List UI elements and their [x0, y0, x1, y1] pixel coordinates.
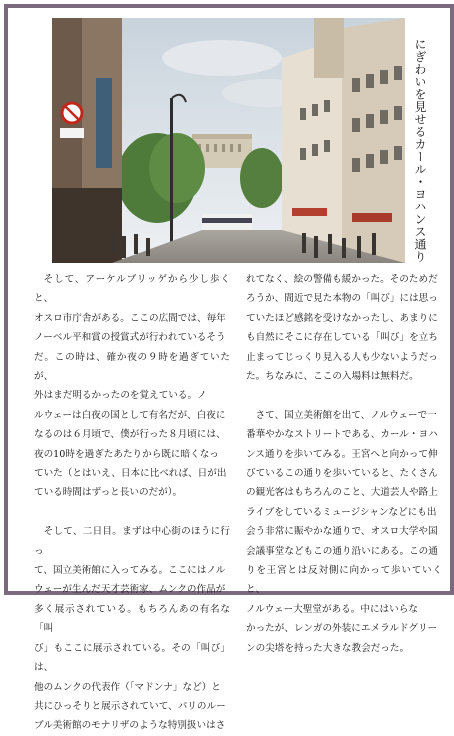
paragraph: そして、アーケルブリッゲから少し歩くと、 オスロ市庁舎がある。ここの広間では、毎年 ノーベル平和賞の授賞式が行われているそう だ。この時は、確か夜の９時を過ぎていたが、 外はまだ明るかったのを覚えている。ノ ルウェーは白夜の国として有名だが、白夜に なるのは６月頃で、僕が行った８月頃には、 夜の10時を過ぎたあたりから既に暗くなっ ていた（とはいえ、日本に比べれば、日が出 ている時間はずっと長いのだが）。 — [34, 274, 230, 499]
text-column-right — [246, 270, 442, 658]
text-column-left — [34, 270, 230, 736]
street-photo — [52, 18, 405, 263]
photo-caption: にぎわいを見せるカール・ヨハンス通り — [413, 38, 427, 263]
page-frame — [4, 4, 454, 732]
paragraph: そして、二日目。まずは中心街のほうに行っ て、国立美術館に入ってみる。ここにはノル ウェーが生んだ天才芸術家、ムンクの作品が 多く展示されている。もちろんあの有名な「叫 び」もここに展示されている。その「叫び」は、 他のムンクの代表作（「マドンナ」など）と 共にひっそりと展示されていて、パリのルー ブル美術館のモナリザのような特別扱いはさ — [34, 526, 230, 732]
street-scene-image — [52, 18, 405, 263]
paragraph: さて、国立美術館を出て、ノルウェーで一 番華やかなストリートである、カール・ヨハ ンス通りを歩いてみる。王宮へと向かって伸 びているこの通りを歩いていると、たくさん の観光客はもちろんのこと、大道芸人や路上 ライブをしているミュージシャンなどにも出 会う非常に賑やかな通りで、オスロ大学や国 会議事堂などもこの通り沿いにある。この通 りを王宮とは反対側に向かって歩いていくと、 ノルウェー大聖堂がある。中にはいらな かったが、レンガの外装にエメラルドグリー ンの尖塔を持った大きな教会だった。 — [246, 409, 442, 654]
paragraph: れてなく、絵の警備も緩かった。そのためだ ろうか、間近で見た本物の「叫び」には思っ ていたほど感銘を受けなかったし、あまりに も自然にそこに存在している「叫び」を立ち 止まってじっくり見入る人も少ないようだっ た。ちなみに、ここの入場料は無料だ。 — [246, 274, 438, 383]
